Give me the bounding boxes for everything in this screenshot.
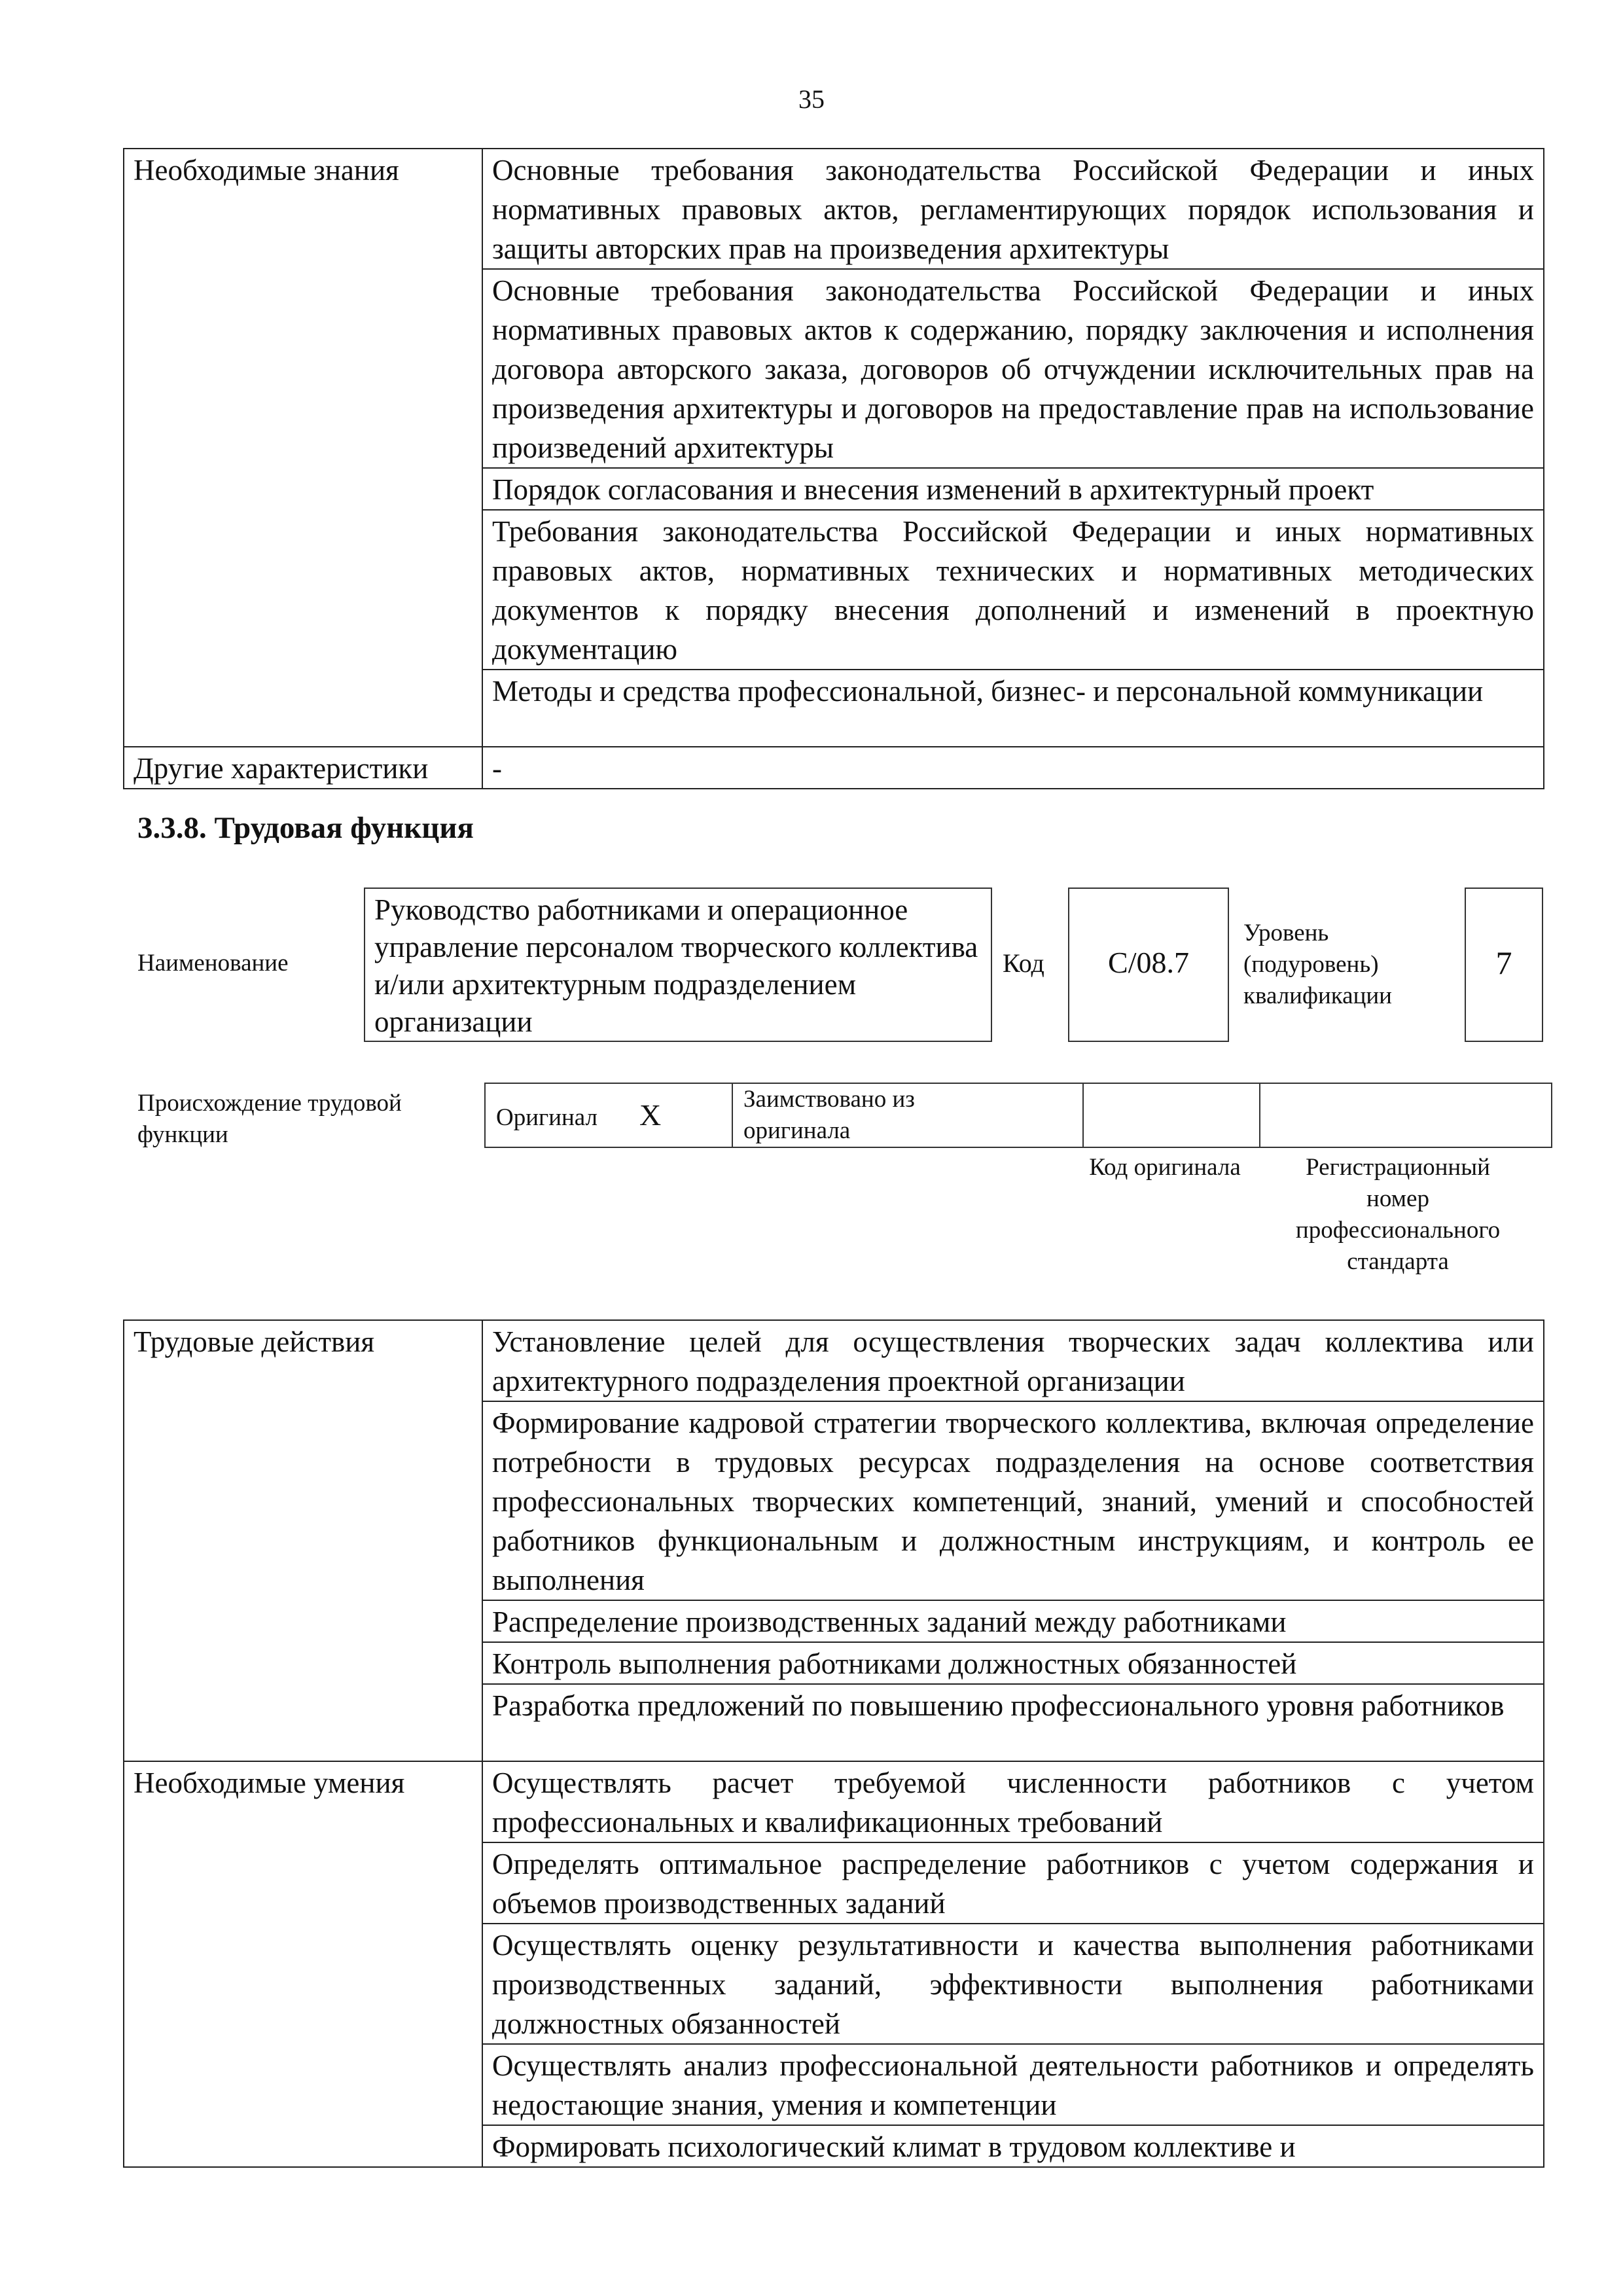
cell-text: Основные требования законодательства Российской Федерации и иных нормативных правовых актов к содержанию, порядку заключения и исполнения договора авторского заказа, договоров об отчуждении исключительных прав на произведения архитектуры и договоров на предоставление прав на использование произведений архитектуры [492, 274, 1534, 464]
table-cell [482, 1924, 1544, 2044]
table-row [124, 1320, 1544, 1401]
code-value-box [1068, 888, 1229, 1042]
cell-text: - [492, 752, 502, 785]
borrowed-cell [732, 1083, 1083, 1147]
table-cell [482, 670, 1544, 747]
code-value: C/08.7 [1108, 946, 1189, 979]
actions-table [123, 1319, 1544, 2168]
table-cell [482, 1600, 1544, 1642]
level-value: 7 [1495, 944, 1512, 981]
cell-text: Требования законодательства Российской Федерации и иных нормативных правовых актов, нормативных технических и нормативных методических документов к порядку внесения дополнений и изменений в проектную документацию [492, 515, 1534, 666]
code-label: Код [1003, 948, 1044, 978]
page-number: 35 [798, 84, 825, 114]
row-label-cell [124, 747, 482, 789]
cell-text: Разработка предложений по повышению профессионального уровня работников [492, 1689, 1505, 1722]
table-cell [482, 1842, 1544, 1924]
row-label: Необходимые умения [134, 1767, 405, 1799]
reg-number-cell [1260, 1083, 1552, 1147]
borrowed-label: Заимствовано из оригинала [743, 1086, 915, 1144]
name-value-box [364, 888, 992, 1042]
table-cell [482, 1401, 1544, 1600]
cell-text: Установление целей для осуществления творческих задач коллектива или архитектурного подразделения проектной организации [492, 1325, 1534, 1397]
cell-text: Формировать психологический климат в трудовом коллективе и [492, 2130, 1296, 2163]
table-cell [482, 1320, 1544, 1401]
row-label-cell [124, 149, 482, 747]
reg-caption: Регистрационный номер профессионального стандарта [1295, 1154, 1501, 1275]
cell-text: Основные требования законодательства Российской Федерации и иных нормативных правовых актов, регламентирующих порядок использования и защиты авторских прав на произведения архитектуры [492, 154, 1534, 265]
knowledge-table [123, 148, 1544, 789]
table-cell [482, 747, 1544, 789]
table-cell [482, 149, 1544, 269]
cell-text: Распределение производственных заданий между работниками [492, 1605, 1287, 1638]
table-row [124, 1761, 1544, 1842]
level-label: Уровень (подуровень) квалификации [1243, 920, 1392, 1009]
origin-table [484, 1083, 1552, 1148]
table-cell [482, 1642, 1544, 1684]
original-label: Оригинал [496, 1103, 598, 1131]
table-cell [482, 1684, 1544, 1761]
table-row [124, 149, 1544, 269]
row-label: Трудовые действия [134, 1325, 375, 1358]
original-mark: X [639, 1098, 662, 1132]
table-cell [482, 269, 1544, 468]
name-label: Наименование [137, 950, 289, 977]
table-cell [482, 1761, 1544, 1842]
row-label-cell [124, 1761, 482, 2167]
row-label-cell [124, 1320, 482, 1761]
row-label: Другие характеристики [134, 752, 429, 785]
code-caption: Код оригинала [1089, 1154, 1241, 1181]
table-row [485, 1083, 1552, 1147]
name-value: Руководство работниками и операционное управление персоналом творческого коллектива и/или архитектурным подразделением организации [374, 893, 978, 1038]
cell-text: Определять оптимальное распределение работников с учетом содержания и объемов производственных заданий [492, 1848, 1534, 1920]
original-cell [485, 1083, 732, 1147]
cell-text: Контроль выполнения работниками должностных обязанностей [492, 1647, 1297, 1680]
origin-label: Происхождение трудовой функции [137, 1090, 402, 1148]
table-cell [482, 510, 1544, 670]
original-code-cell [1083, 1083, 1260, 1147]
cell-text: Формирование кадровой стратегии творческого коллектива, включая определение потребности в трудовых ресурсах подразделения на основе соответствия профессиональных творческих компетенций, знаний, умений и способностей работников функциональным и должностным инструкциям, и контроль ее выполнения [492, 1407, 1534, 1596]
row-label: Необходимые знания [134, 154, 399, 187]
cell-text: Порядок согласования и внесения изменений в архитектурный проект [492, 473, 1374, 506]
level-value-box [1465, 888, 1543, 1042]
table-cell [482, 468, 1544, 510]
cell-text: Осуществлять оценку результативности и качества выполнения работниками производственных заданий, эффективности выполнения работниками должностных обязанностей [492, 1929, 1534, 2040]
table-row [124, 747, 1544, 789]
cell-text: Методы и средства профессиональной, бизнес- и персональной коммуникации [492, 675, 1484, 708]
cell-text: Осуществлять анализ профессиональной деятельности работников и определять недостающие знания, умения и компетенции [492, 2049, 1534, 2121]
table-cell [482, 2125, 1544, 2167]
table-cell [482, 2044, 1544, 2125]
cell-text: Осуществлять расчет требуемой численности работников с учетом профессиональных и квалификационных требований [492, 1767, 1534, 1839]
section-title: 3.3.8. Трудовая функция [137, 811, 474, 845]
